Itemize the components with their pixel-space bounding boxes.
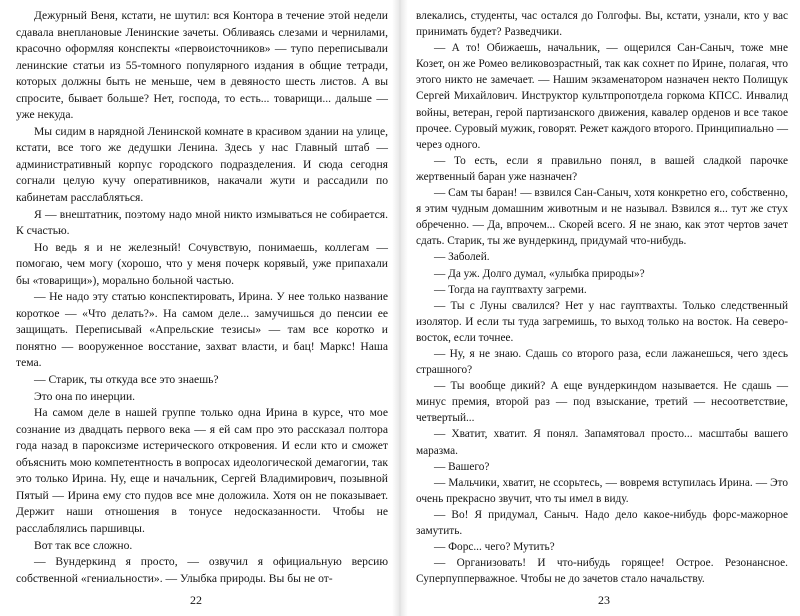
paragraph: — Хватит, хватит. Я понял. Запамятовал просто... масштабы вашего маразма.	[416, 428, 788, 457]
paragraph: Дежурный Веня, кстати, не шутил: вся Контора в течение этой недели сдавала внеплановые Ленинские зачеты. Обливаясь слезами и чернилами, красочно оформляя конспекты «первоисточников» — тупо переписывали ленинские статьи из 55-томного популярного издания в общие тетради, которых должны быть не меньше, чем в девяносто шесть листов. А вы спросите, бывает больше? Нет, господа, то есть... товарищи... дальше — уже некуда.	[16, 9, 388, 122]
left-page	[0, 0, 392, 616]
paragraph: — А то! Обижаешь, начальник, — ощерился Сан-Саныч, тоже мне Козет, он же Ромео великовозрастный, так как сохнет по Ирине, полагая, что этого никто не замечает. — Нашим экзаменатором назначен некто Полищук Сергей Михайлович. Инструктор культпропотдела горкома КПСС. Инвалид войны, ветеран, герой партизанского движения, кавалер орденов и все такое прочее. Суровый мужик, говорят. Режет каждого второго. Принципиально — через одного.	[416, 42, 788, 151]
paragraph: Мы сидим в нарядной Ленинской комнате в красивом здании на улице, кстати, все того же дедушки Ленина. Здесь у нас Главный штаб — административный корпус городского подразделения. И сюда сегодня согнали целую кучу оперативников, накачали жути и рассадили по кабинетам расслабляться.	[16, 124, 388, 205]
paragraph: Я — внештатник, поэтому надо мной никто измываться не собирается. К счастью.	[16, 207, 388, 238]
paragraph: — Заболей.	[434, 251, 490, 264]
paragraph: — Во! Я придумал, Саныч. Надо дело какое-нибудь форс-мажорное замутить.	[416, 508, 788, 537]
page-number-right: 23	[598, 593, 610, 607]
paragraph: — Да уж. Долго думал, «улыбка природы»?	[434, 267, 645, 280]
right-page-text	[416, 8, 788, 587]
paragraph: — Сам ты баран! — взвился Сан-Саныч, хотя конкретно его, собственно, я этим чудным домашним животным и не называл. Взвился я... тут же стух обреченно. — Да, впрочем... Скорей всего. Я не знаю, как этот чертов зачет сдать. Старик, ты же вундеркинд, придумай что-нибудь.	[416, 187, 788, 248]
paragraph: влекались, студенты, час остался до Голгофы. Вы, кстати, узнали, кто у вас принимать будет? Разведчики.	[416, 10, 788, 39]
paragraph: — Ты вообще дикий? А еще вундеркиндом называется. Не сдашь — минус премия, второй раз — под взыскание, третий — несоответствие, четвертый...	[416, 380, 788, 425]
paragraph: Но ведь я и не железный! Сочувствую, понимаешь, коллегам — помогаю, чем могу (хорошо, что у меня почерк корявый, уже припахали бы «товарищи»), морально больной частью.	[16, 240, 388, 287]
left-page-text	[16, 8, 388, 587]
paragraph: — То есть, если я правильно понял, в вашей сладкой парочке жертвенный баран уже назначен?	[416, 154, 788, 183]
paragraph: — Мальчики, хватит, не ссорьтесь, — вовремя вступилась Ирина. — Это очень прекрасно звучит, что ты имел в виду.	[416, 476, 788, 505]
paragraph: — Организовать! И что-нибудь горящее! Острое. Резонансное. Суперпупперважное. Чтобы не до зачетов стало начальству.	[416, 557, 788, 586]
book-gutter	[392, 0, 408, 616]
paragraph: — Форс... чего? Мутить?	[434, 541, 555, 554]
page-number-left: 22	[190, 593, 202, 607]
paragraph: — Вундеркинд я просто, — озвучил я официальную версию собственной «гениальности». — Улыбка природы. Вы бы не от-	[16, 555, 388, 585]
paragraph: Это она по инерции.	[34, 389, 136, 403]
paragraph: — Ну, я не знаю. Сдашь со второго раза, если лажанешься, чего здесь страшного?	[416, 347, 788, 377]
paragraph: — Старик, ты откуда все это знаешь?	[34, 373, 219, 387]
paragraph: Вот так все сложно.	[34, 538, 133, 552]
paragraph: — Ты с Луны свалился? Нет у нас гауптвахты. Только следственный изолятор. И если ты туда загремишь, то выход только на восток. На северо-восток, если точнее.	[416, 299, 788, 344]
paragraph: — Тогда на гауптвахту загреми.	[434, 283, 587, 296]
paragraph: На самом деле в нашей группе только одна Ирина в курсе, что мое сознание из двадцать первого века — я ей сам про это рассказал полтора года назад в пароксизме истерического откровения. И если кто и сможет объяснить мою компетентность в вопросах идеологической демагогии, так это только Ирина. Ну, еще и начальник, Сергей Владимирович, позывной Пятый — Ирина ему сто пудов все мне доложила. Хотя он не показывает. Держит наши отношения в тонусе недосказанности. Чтобы не расслаблялись паршивцы.	[16, 406, 388, 535]
paragraph: — Не надо эту статью конспектировать, Ирина. У нее только название короткое — «Что делать?». На самом деле... замучишься до пенсии ее защищать. Переписывай «Апрельские тезисы» — там все коротко и понятно — вооруженное восстание, захват власти, и бац! Маркс! Наша тема.	[16, 290, 388, 370]
paragraph: — Вашего?	[434, 460, 490, 473]
right-page	[408, 0, 800, 616]
